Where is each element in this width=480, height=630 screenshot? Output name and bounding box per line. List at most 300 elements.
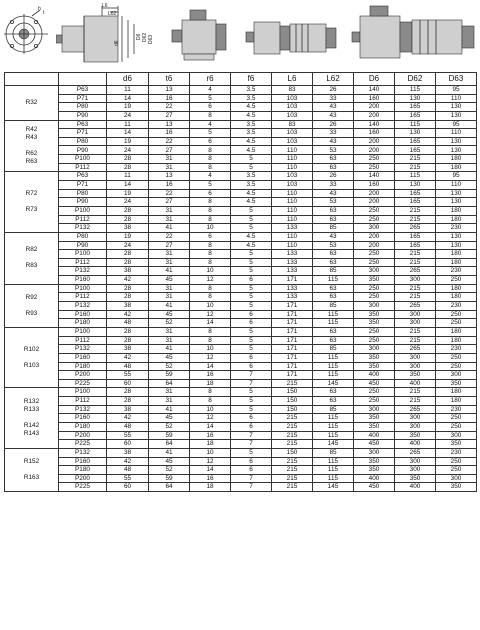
table-cell: 250: [354, 206, 395, 215]
table-row: [5, 111, 477, 120]
table-cell: 133: [272, 293, 313, 302]
table-cell: 115: [395, 120, 436, 129]
table-cell: 180: [436, 388, 477, 397]
table-cell: 63: [313, 336, 354, 345]
table-cell: 11: [107, 172, 149, 181]
table-cell: 250: [436, 319, 477, 328]
table-cell: 60: [107, 440, 149, 449]
table-cell: 8: [190, 258, 231, 267]
motor-size-cell: P90: [59, 198, 107, 207]
table-cell: 171: [272, 327, 313, 336]
model-label: [5, 414, 58, 422]
table-cell: 103: [272, 94, 313, 103]
table-cell: 171: [272, 319, 313, 328]
table-cell: 42: [107, 353, 149, 362]
column-header: r6: [190, 73, 231, 86]
table-row: [5, 327, 477, 336]
table-cell: 250: [354, 327, 395, 336]
table-cell: 400: [354, 371, 395, 380]
table-cell: 18: [190, 483, 231, 492]
table-cell: 215: [272, 414, 313, 423]
table-cell: 63: [313, 293, 354, 302]
table-cell: 43: [313, 189, 354, 198]
table-cell: 10: [190, 224, 231, 233]
table-cell: 450: [354, 440, 395, 449]
table-row: [5, 310, 477, 319]
motor-size-cell: P100: [59, 206, 107, 215]
table-cell: 150: [272, 405, 313, 414]
table-cell: 450: [354, 483, 395, 492]
table-cell: 31: [149, 258, 190, 267]
model-group-cell: [5, 172, 59, 232]
table-row: [5, 163, 477, 172]
table-cell: 63: [313, 397, 354, 406]
table-cell: 52: [149, 422, 190, 431]
table-cell: 130: [436, 198, 477, 207]
motor-size-cell: P160: [59, 310, 107, 319]
table-cell: 83: [272, 120, 313, 129]
table-row: [5, 232, 477, 241]
table-cell: 5: [231, 224, 272, 233]
dim-label-l62: L62: [108, 11, 117, 17]
table-row: [5, 250, 477, 259]
table-cell: 103: [272, 111, 313, 120]
table-cell: 300: [436, 474, 477, 483]
table-cell: 8: [190, 284, 231, 293]
table-cell: 171: [272, 345, 313, 354]
table-cell: 38: [107, 267, 149, 276]
table-cell: 48: [107, 319, 149, 328]
table-cell: 215: [395, 258, 436, 267]
motor-size-cell: P112: [59, 293, 107, 302]
table-cell: 115: [395, 172, 436, 181]
model-label: R132: [23, 398, 40, 406]
model-label: [5, 142, 58, 150]
table-cell: 350: [395, 371, 436, 380]
table-cell: 60: [107, 483, 149, 492]
table-cell: 38: [107, 224, 149, 233]
table-cell: 85: [313, 267, 354, 276]
table-cell: 160: [354, 181, 395, 190]
table-cell: 5: [231, 155, 272, 164]
table-cell: 215: [395, 397, 436, 406]
table-cell: 31: [149, 163, 190, 172]
table-row: [5, 474, 477, 483]
motor-size-cell: P160: [59, 414, 107, 423]
table-cell: 130: [395, 94, 436, 103]
dim-label-l6: L6: [102, 3, 108, 9]
table-cell: 24: [107, 198, 149, 207]
table-cell: 300: [395, 353, 436, 362]
table-cell: 230: [436, 267, 477, 276]
table-cell: 145: [313, 440, 354, 449]
motor-size-cell: P71: [59, 181, 107, 190]
model-label: R143: [23, 430, 40, 438]
table-cell: 171: [272, 302, 313, 311]
table-cell: 95: [436, 172, 477, 181]
table-cell: 165: [395, 103, 436, 112]
table-cell: 4.5: [231, 241, 272, 250]
table-cell: 133: [272, 258, 313, 267]
table-cell: 63: [313, 155, 354, 164]
table-cell: 11: [107, 86, 149, 95]
table-cell: 18: [190, 379, 231, 388]
table-cell: 5: [231, 206, 272, 215]
table-cell: 28: [107, 327, 149, 336]
table-cell: 250: [436, 353, 477, 362]
table-cell: 110: [272, 146, 313, 155]
motor-size-cell: P100: [59, 250, 107, 259]
table-cell: 6: [190, 232, 231, 241]
table-cell: 55: [107, 474, 149, 483]
table-cell: 63: [313, 284, 354, 293]
table-cell: 250: [354, 215, 395, 224]
column-header: D6: [354, 73, 395, 86]
motor-size-cell: P180: [59, 422, 107, 431]
table-cell: 43: [313, 137, 354, 146]
table-cell: 28: [107, 397, 149, 406]
motor-size-cell: P100: [59, 284, 107, 293]
table-cell: 60: [107, 379, 149, 388]
table-cell: 6: [231, 353, 272, 362]
table-cell: 250: [354, 397, 395, 406]
table-cell: 64: [149, 379, 190, 388]
table-cell: 215: [272, 483, 313, 492]
table-row: [5, 258, 477, 267]
table-cell: 6: [231, 422, 272, 431]
table-cell: 250: [354, 293, 395, 302]
table-cell: 5: [190, 181, 231, 190]
model-label: [5, 302, 58, 310]
table-cell: 400: [354, 431, 395, 440]
table-cell: 31: [149, 388, 190, 397]
table-cell: 5: [231, 250, 272, 259]
table-cell: 103: [272, 129, 313, 138]
table-cell: 110: [272, 206, 313, 215]
table-cell: 300: [395, 466, 436, 475]
table-cell: 265: [395, 345, 436, 354]
table-cell: 42: [107, 457, 149, 466]
table-cell: 110: [272, 155, 313, 164]
table-cell: 7: [231, 431, 272, 440]
table-cell: 85: [313, 345, 354, 354]
table-cell: 31: [149, 155, 190, 164]
table-cell: 8: [190, 215, 231, 224]
table-cell: 350: [354, 276, 395, 285]
motor-size-cell: P160: [59, 457, 107, 466]
table-cell: 64: [149, 483, 190, 492]
table-cell: 215: [395, 206, 436, 215]
table-cell: 250: [436, 414, 477, 423]
table-cell: 45: [149, 414, 190, 423]
model-label: [5, 198, 58, 206]
table-cell: 180: [436, 163, 477, 172]
table-cell: 5: [231, 327, 272, 336]
table-cell: 4.5: [231, 198, 272, 207]
table-cell: 31: [149, 336, 190, 345]
table-cell: 28: [107, 284, 149, 293]
table-cell: 300: [354, 448, 395, 457]
table-cell: 145: [313, 379, 354, 388]
column-header: D63: [436, 73, 477, 86]
motor-size-cell: P112: [59, 163, 107, 172]
end-view-label-t: t: [43, 10, 45, 16]
table-cell: 85: [313, 448, 354, 457]
table-cell: 38: [107, 448, 149, 457]
table-cell: 41: [149, 302, 190, 311]
table-cell: 110: [272, 232, 313, 241]
table-cell: 16: [149, 94, 190, 103]
table-cell: 63: [313, 215, 354, 224]
motor-size-cell: P100: [59, 327, 107, 336]
table-cell: 63: [313, 258, 354, 267]
table-cell: 250: [354, 163, 395, 172]
table-cell: 13: [149, 172, 190, 181]
table-cell: 171: [272, 371, 313, 380]
table-cell: 140: [354, 172, 395, 181]
table-cell: 130: [436, 146, 477, 155]
table-cell: 180: [436, 206, 477, 215]
table-row: [5, 86, 477, 95]
table-cell: 33: [313, 129, 354, 138]
table-cell: 63: [313, 388, 354, 397]
table-cell: 110: [436, 181, 477, 190]
model-label: R32: [25, 98, 38, 106]
table-cell: 27: [149, 146, 190, 155]
table-cell: 250: [436, 422, 477, 431]
motor-size-cell: P90: [59, 241, 107, 250]
table-cell: 38: [107, 345, 149, 354]
column-header: f6: [231, 73, 272, 86]
table-cell: 300: [395, 310, 436, 319]
table-cell: 400: [354, 474, 395, 483]
table-cell: 8: [190, 163, 231, 172]
dim-label-d63: D63: [148, 34, 154, 44]
table-cell: 14: [107, 181, 149, 190]
table-cell: 130: [436, 241, 477, 250]
table-cell: 55: [107, 371, 149, 380]
table-cell: 140: [354, 86, 395, 95]
table-cell: 12: [190, 276, 231, 285]
table-cell: 200: [354, 241, 395, 250]
table-cell: 140: [354, 120, 395, 129]
table-cell: 130: [436, 232, 477, 241]
table-cell: 130: [436, 137, 477, 146]
column-header: [5, 73, 59, 86]
table-row: [5, 267, 477, 276]
table-cell: 28: [107, 215, 149, 224]
table-cell: 19: [107, 103, 149, 112]
table-cell: 200: [354, 111, 395, 120]
table-cell: 43: [313, 111, 354, 120]
motor-size-cell: P180: [59, 319, 107, 328]
gear-unit-illustration: [170, 6, 236, 66]
table-cell: 7: [231, 440, 272, 449]
table-cell: 14: [190, 422, 231, 431]
table-cell: 265: [395, 448, 436, 457]
table-cell: 103: [272, 172, 313, 181]
table-cell: 103: [272, 137, 313, 146]
table-cell: 300: [395, 276, 436, 285]
model-group-cell: [5, 388, 59, 448]
end-view-label-h: h: [38, 6, 41, 12]
table-cell: 165: [395, 232, 436, 241]
table-row: [5, 414, 477, 423]
table-cell: 265: [395, 405, 436, 414]
table-cell: 130: [395, 181, 436, 190]
table-cell: 400: [395, 379, 436, 388]
table-cell: 59: [149, 431, 190, 440]
table-cell: 115: [313, 474, 354, 483]
table-cell: 215: [272, 379, 313, 388]
model-label: R62: [25, 149, 38, 157]
table-cell: 10: [190, 302, 231, 311]
table-cell: 10: [190, 267, 231, 276]
table-cell: 63: [313, 206, 354, 215]
table-cell: 350: [395, 431, 436, 440]
table-cell: 24: [107, 111, 149, 120]
model-label: R92: [25, 293, 38, 301]
table-cell: 8: [190, 241, 231, 250]
table-cell: 52: [149, 362, 190, 371]
table-cell: 8: [190, 111, 231, 120]
motor-size-cell: P132: [59, 448, 107, 457]
table-cell: 18: [190, 440, 231, 449]
table-cell: 250: [354, 155, 395, 164]
table-cell: 215: [272, 474, 313, 483]
table-cell: 265: [395, 267, 436, 276]
table-cell: 110: [436, 129, 477, 138]
motor-size-cell: P90: [59, 146, 107, 155]
table-cell: 45: [149, 457, 190, 466]
table-row: [5, 103, 477, 112]
table-cell: 133: [272, 267, 313, 276]
table-cell: 59: [149, 371, 190, 380]
table-cell: 5: [231, 345, 272, 354]
table-cell: 28: [107, 336, 149, 345]
table-cell: 150: [272, 448, 313, 457]
table-cell: 52: [149, 319, 190, 328]
table-cell: 265: [395, 302, 436, 311]
table-cell: 350: [436, 440, 477, 449]
table-cell: 300: [436, 371, 477, 380]
motor-size-cell: P80: [59, 232, 107, 241]
table-cell: 26: [313, 120, 354, 129]
table-cell: 4.5: [231, 232, 272, 241]
table-cell: 22: [149, 189, 190, 198]
motor-size-cell: P180: [59, 362, 107, 371]
table-cell: 180: [436, 215, 477, 224]
table-cell: 41: [149, 224, 190, 233]
table-cell: 215: [395, 163, 436, 172]
table-cell: 215: [395, 388, 436, 397]
table-cell: 4: [190, 172, 231, 181]
model-group-cell: [5, 232, 59, 284]
end-view-drawing: [2, 6, 54, 62]
table-cell: 180: [436, 258, 477, 267]
table-row: [5, 146, 477, 155]
table-cell: 8: [190, 198, 231, 207]
dim-label-d6-shaft: d6: [114, 40, 120, 46]
table-cell: 26: [313, 86, 354, 95]
table-cell: 12: [190, 457, 231, 466]
table-cell: 230: [436, 448, 477, 457]
table-cell: 22: [149, 232, 190, 241]
table-cell: 5: [231, 215, 272, 224]
table-cell: 28: [107, 163, 149, 172]
table-cell: 42: [107, 276, 149, 285]
table-cell: 14: [190, 319, 231, 328]
table-row: [5, 336, 477, 345]
table-cell: 63: [313, 327, 354, 336]
table-cell: 215: [272, 457, 313, 466]
table-row: [5, 302, 477, 311]
table-cell: 5: [231, 302, 272, 311]
table-cell: 8: [190, 206, 231, 215]
table-cell: 200: [354, 232, 395, 241]
table-cell: 130: [436, 103, 477, 112]
table-cell: 103: [272, 103, 313, 112]
model-label: R63: [25, 157, 38, 165]
table-cell: 300: [395, 319, 436, 328]
table-cell: 115: [313, 353, 354, 362]
table-cell: 165: [395, 111, 436, 120]
table-row: [5, 94, 477, 103]
motor-size-cell: P112: [59, 258, 107, 267]
table-cell: 28: [107, 293, 149, 302]
table-cell: 31: [149, 327, 190, 336]
table-cell: 41: [149, 405, 190, 414]
table-cell: 43: [313, 103, 354, 112]
table-row: [5, 431, 477, 440]
table-cell: 16: [149, 129, 190, 138]
gear-unit-illustration: [350, 4, 476, 66]
table-cell: 28: [107, 250, 149, 259]
table-cell: 8: [190, 293, 231, 302]
model-label: R73: [25, 206, 38, 214]
dimension-table-container: [4, 72, 476, 492]
table-row: [5, 172, 477, 181]
dim-label-d62: D62: [142, 32, 148, 42]
table-cell: 5: [231, 448, 272, 457]
table-cell: 83: [272, 86, 313, 95]
table-cell: 115: [313, 310, 354, 319]
table-row: [5, 284, 477, 293]
table-cell: 300: [354, 302, 395, 311]
table-cell: 3.5: [231, 181, 272, 190]
dimension-table: [4, 72, 477, 492]
table-cell: 5: [231, 336, 272, 345]
table-cell: 300: [354, 267, 395, 276]
table-cell: 4.5: [231, 103, 272, 112]
table-cell: 6: [231, 457, 272, 466]
model-label: R93: [25, 309, 38, 317]
table-cell: 450: [354, 379, 395, 388]
table-cell: 7: [231, 371, 272, 380]
table-cell: 350: [354, 362, 395, 371]
table-cell: 171: [272, 276, 313, 285]
table-cell: 350: [354, 457, 395, 466]
table-cell: 22: [149, 103, 190, 112]
table-cell: 85: [313, 405, 354, 414]
table-cell: 4.5: [231, 189, 272, 198]
table-cell: 14: [190, 466, 231, 475]
table-cell: 48: [107, 466, 149, 475]
table-cell: 5: [231, 293, 272, 302]
table-cell: 215: [395, 327, 436, 336]
table-cell: 28: [107, 258, 149, 267]
table-cell: 10: [190, 345, 231, 354]
